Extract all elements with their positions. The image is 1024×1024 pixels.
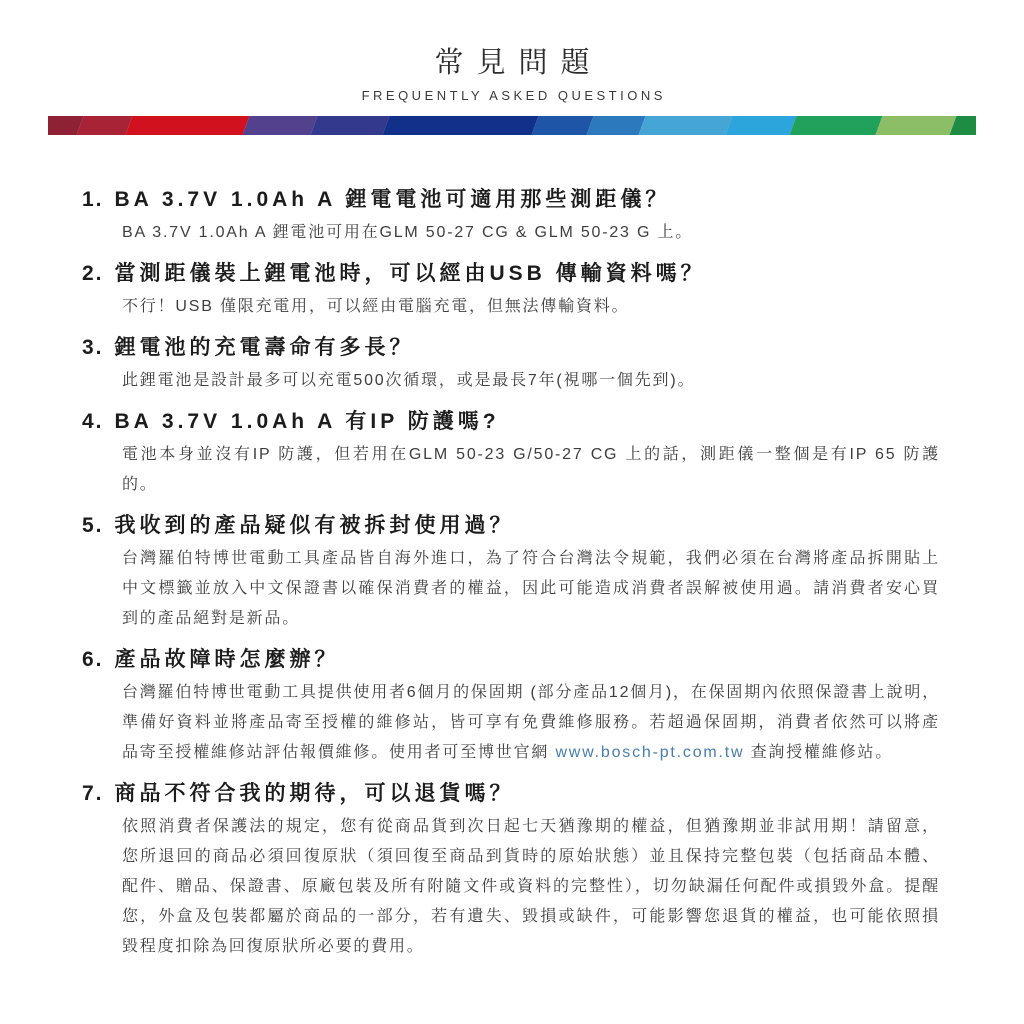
bosch-supergraphic-bar — [48, 116, 976, 135]
faq-answer: 不行！USB 僅限充電用，可以經由電腦充電，但無法傳輸資料。 — [122, 298, 630, 315]
supergraphic-segment-purple — [242, 116, 317, 135]
faq-question — [82, 782, 940, 806]
question-text: BA 3.7V 1.0Ah A 有IP 防護嗎? — [114, 410, 500, 433]
faq-list — [82, 188, 940, 962]
faq-answer: BA 3.7V 1.0Ah A 鋰電池可用在GLM 50-27 CG & GLM 50-23 G 上。 — [122, 224, 694, 241]
question-number: 3. — [82, 336, 104, 359]
question-text: 產品故障時怎麼辦？ — [114, 648, 340, 671]
question-text: 當測距儀裝上鋰電池時，可以經由USB 傳輸資料嗎？ — [114, 262, 706, 285]
faq-answer — [122, 678, 940, 768]
page-subtitle: FREQUENTLY ASKED QUESTIONS — [361, 88, 666, 103]
supergraphic-segment-green — [789, 116, 882, 135]
supergraphic-bar-row — [48, 116, 976, 135]
question-text: 商品不符合我的期待，可以退貨嗎？ — [114, 782, 515, 805]
question-text: 鋰電池的充電壽命有多長？ — [114, 336, 415, 359]
faq-question — [82, 262, 940, 286]
faq-item-1 — [82, 188, 940, 248]
supergraphic-segment-dark-navy — [382, 116, 538, 135]
supergraphic-segment-cyan — [725, 116, 796, 135]
supergraphic-segment-steel-blue — [586, 116, 645, 135]
answer-text-after-link: 查詢授權維修站。 — [744, 744, 894, 761]
faq-item-6 — [82, 648, 940, 768]
bosch-website-link[interactable]: www.bosch-pt.com.tw — [555, 744, 745, 761]
page-title: 常見問題 — [434, 47, 603, 79]
question-number: 5. — [82, 514, 104, 537]
faq-answer: 電池本身並沒有IP 防護，但若用在GLM 50-23 G/50-27 CG 上的話，測距儀一整個是有IP 65 防護的。 — [122, 446, 940, 493]
faq-question — [82, 336, 940, 360]
faq-question — [82, 514, 940, 538]
faq-question — [82, 648, 940, 672]
faq-answer: 此鋰電池是設計最多可以充電500次循環，或是最長7年(視哪一個先到)。 — [122, 372, 696, 389]
supergraphic-segment-crimson — [76, 116, 132, 135]
question-number: 7. — [82, 782, 104, 805]
question-number: 6. — [82, 648, 104, 671]
faq-question — [82, 188, 940, 212]
page-header — [0, 0, 1024, 104]
faq-item-3 — [82, 336, 940, 396]
supergraphic-segment-blue-violet — [310, 116, 388, 135]
question-text: 我收到的產品疑似有被拆封使用過？ — [114, 514, 515, 537]
faq-answer: 台灣羅伯特博世電動工具產品皆自海外進口，為了符合台灣法令規範，我們必須在台灣將產品拆開貼上中文標籤並放入中文保證書以確保消費者的權益，因此可能造成消費者誤解被使用過。請消費者安心買到的產品絕對是新品。 — [122, 550, 940, 627]
supergraphic-segment-sky-blue — [638, 116, 732, 135]
question-number: 2. — [82, 262, 104, 285]
question-number: 1. — [82, 188, 104, 211]
question-number: 4. — [82, 410, 104, 433]
faq-item-4 — [82, 410, 940, 500]
faq-item-7 — [82, 782, 940, 962]
faq-item-2 — [82, 262, 940, 322]
supergraphic-segment-bright-red — [125, 116, 249, 135]
supergraphic-segment-medium-blue — [531, 116, 593, 135]
faq-question — [82, 410, 940, 434]
answer-text-before-link: 台灣羅伯特博世電動工具提供使用者6個月的保固期 (部分產品12個月)，在保固期內依照保證書上說明，準備好資料並將產品寄至授權的維修站，皆可享有免費維修服務。若超過保固期，消費者依然可以將產品寄至授權維修站評估報價維修。使用者可至博世官網 — [122, 684, 940, 761]
faq-answer: 依照消費者保護法的規定，您有從商品貨到次日起七天猶豫期的權益，但猶豫期並非試用期！請留意，您所退回的商品必須回復原狀（須回復至商品到貨時的原始狀態）並且保持完整包裝（包括商品本體、配件、贈品、保證書、原廠包裝及所有附隨文件或資料的完整性），切勿缺漏任何配件或損毀外盒。提醒您，外盒及包裝都屬於商品的一部分，若有遺失、毀損或缺件，可能影響您退貨的權益，也可能依照損毀程度扣除為回復原狀所必要的費用。 — [122, 818, 940, 955]
faq-item-5 — [82, 514, 940, 634]
supergraphic-segment-light-green — [875, 116, 956, 135]
question-text: BA 3.7V 1.0Ah A 鋰電電池可適用那些測距儀？ — [114, 188, 671, 211]
